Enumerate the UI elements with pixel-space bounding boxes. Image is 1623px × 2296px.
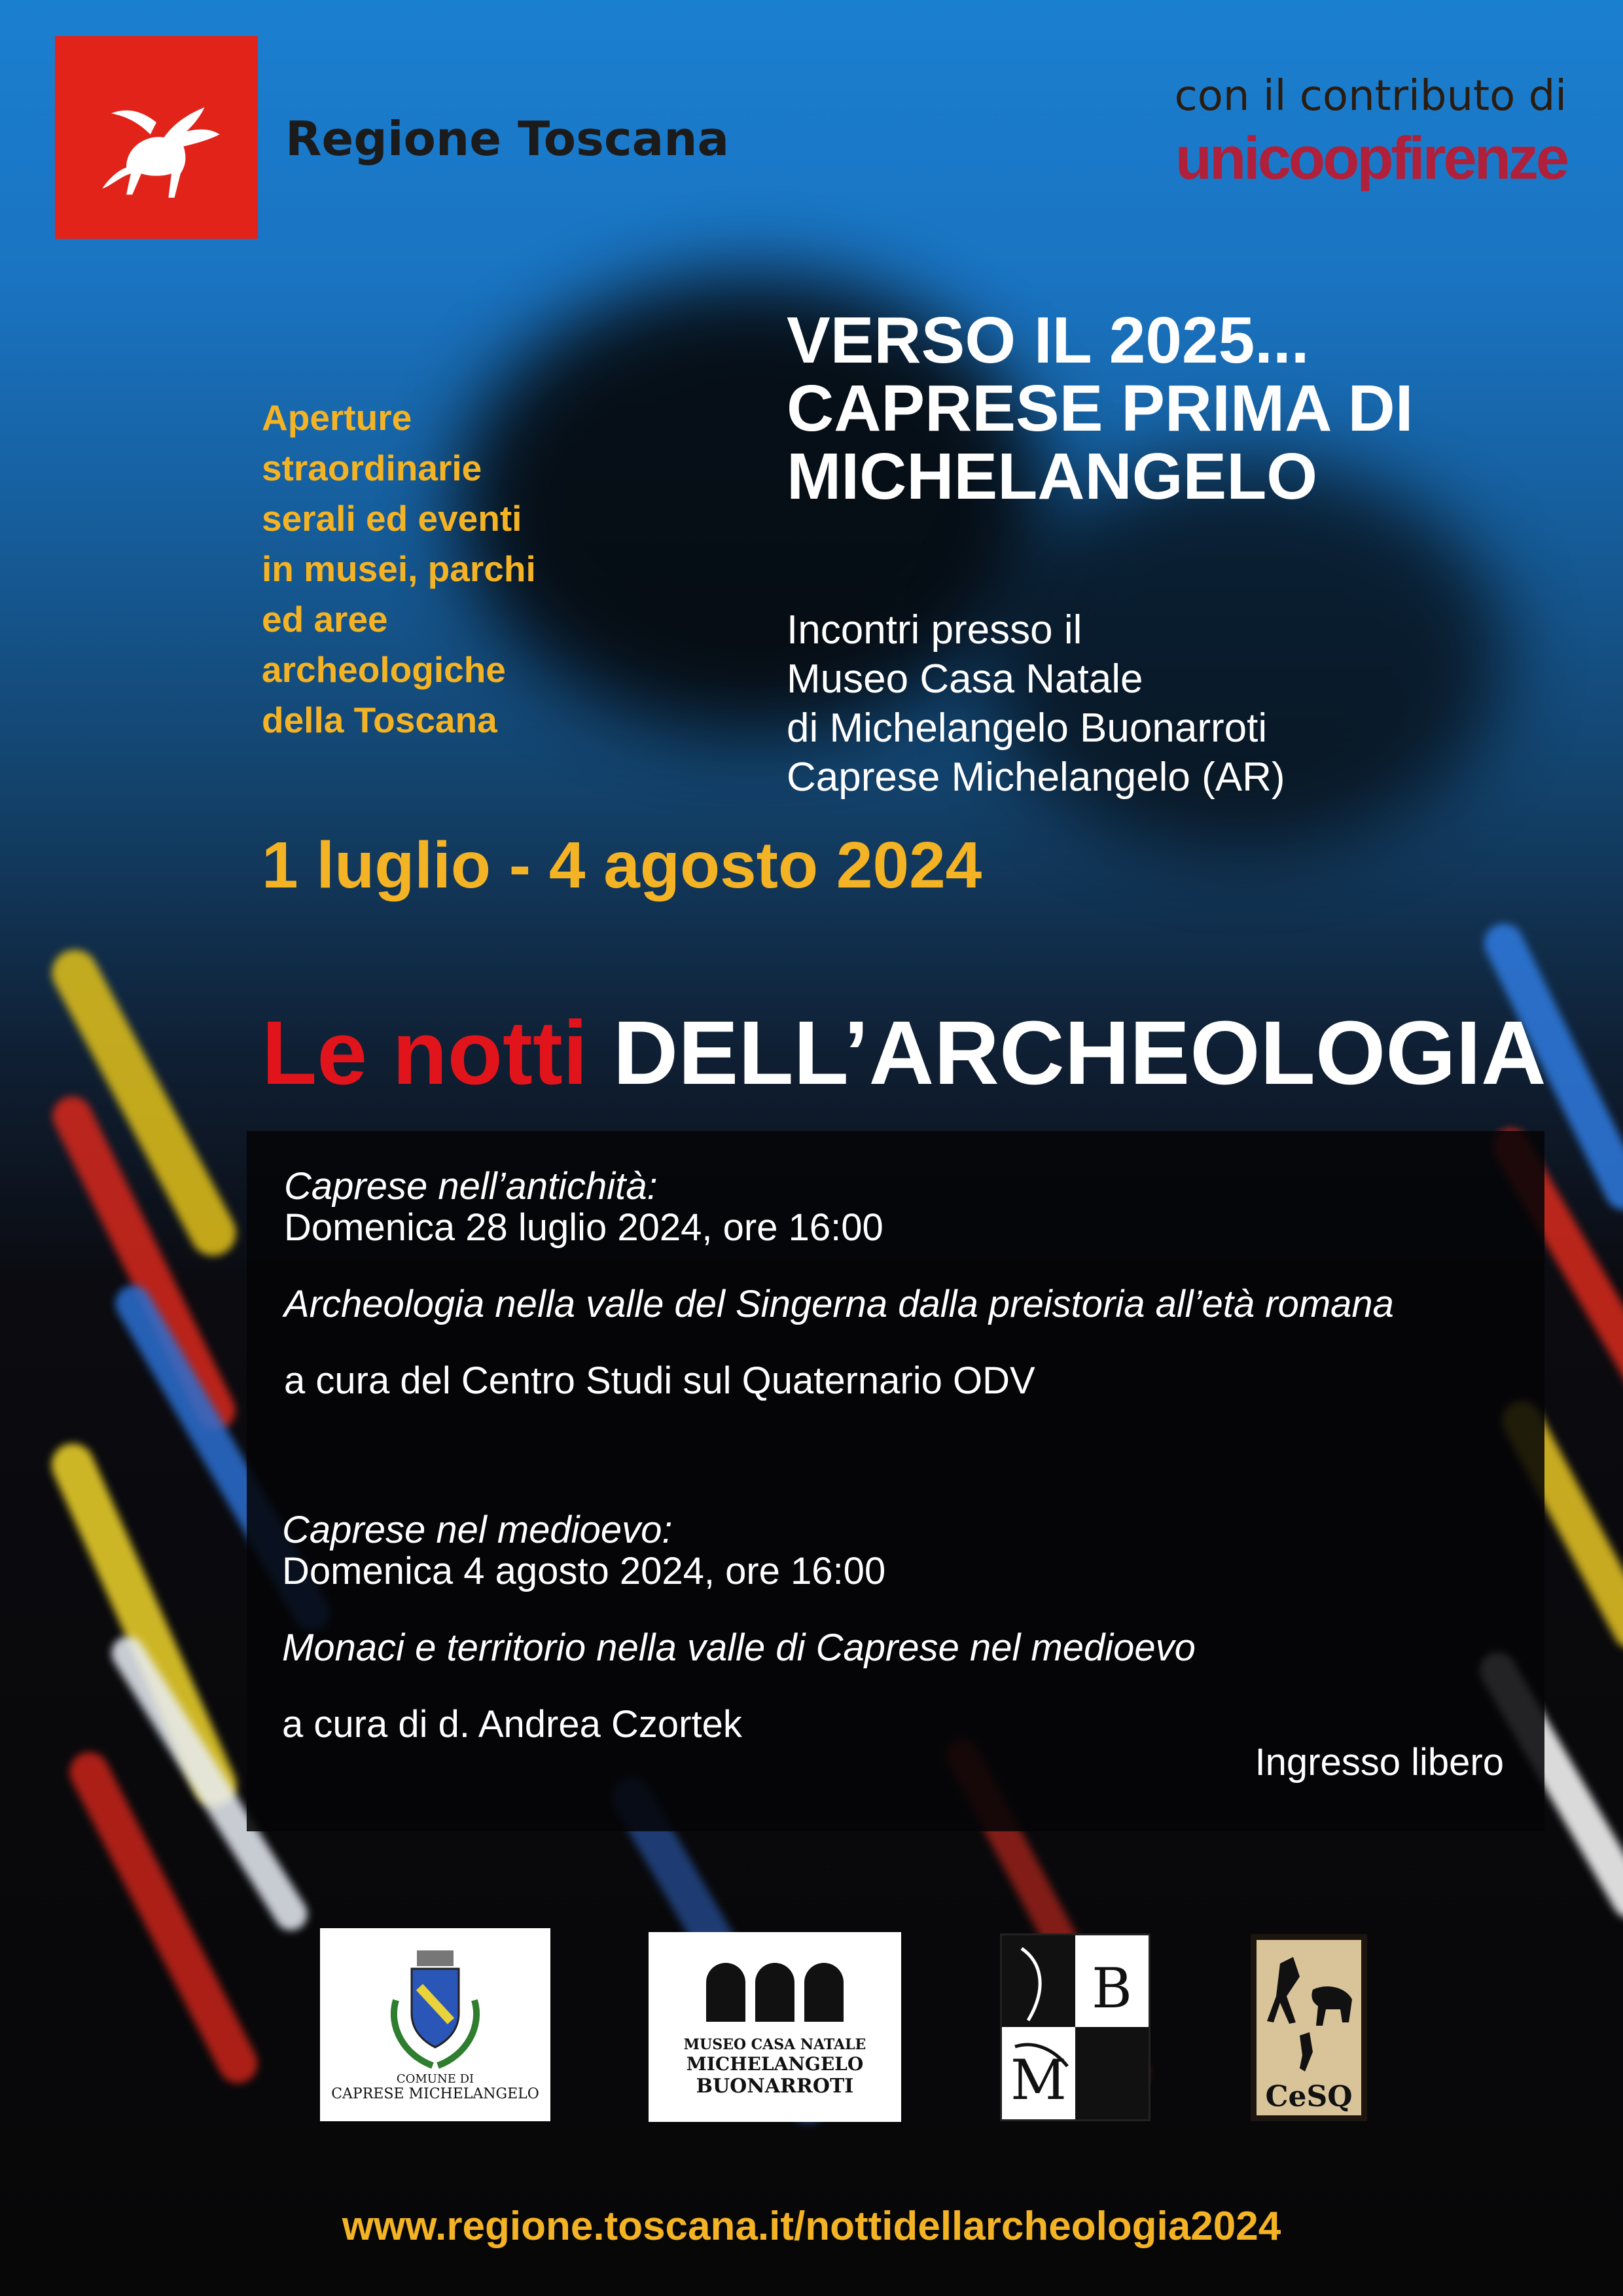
bm-logo [1000,1933,1150,2121]
title-line: VERSO IL 2025... [787,304,1310,377]
aperture-line: ed aree [262,599,388,639]
comune-label-2: CAPRESE MICHELANGELO [331,2085,539,2102]
aperture-line: straordinarie [262,448,482,488]
cave-painting-icon [1254,1937,1364,2118]
headline [262,1001,1546,1105]
bm-emblem-icon [1002,1935,1149,2119]
paint-streak [45,1437,243,1813]
bm-letter-m: M [1010,2048,1067,2112]
aperture-text [262,393,602,745]
cesq-label: CeSQ [1265,2080,1353,2113]
event-curator: a cura del Centro Studi sul Quaternario ODV [284,1359,1035,1402]
headline-part1: Le notti [262,1003,588,1103]
event-item [282,1511,1196,1746]
event-caption: Caprese nell’antichità: [284,1165,658,1208]
cesq-logo [1251,1934,1367,2121]
event-when: Domenica 28 luglio 2024, ore 16:00 [284,1206,883,1249]
aperture-line: archeologiche [262,649,506,690]
contrib-label: con il contributo di [1174,72,1567,120]
comune-logo [320,1928,550,2121]
pegasus-icon [81,62,232,213]
program-box [247,1131,1544,1831]
website-link[interactable]: www.regione.toscana.it/nottidellarcheologia2024 [342,2204,1281,2249]
headline-part2: DELL’ARCHEOLOGIA [613,1003,1546,1103]
event-topic: Archeologia nella valle del Singerna dalla preistoria all’età romana [284,1283,1394,1325]
event-topic: Monaci e territorio nella valle di Caprese nel medioevo [282,1626,1196,1669]
title-line: CAPRESE PRIMA DI [787,372,1414,445]
museo-label-2: MICHELANGELO [686,2053,864,2075]
aperture-line: Aperture [262,397,412,438]
event-curator: a cura di d. Andrea Czortek [282,1703,742,1746]
comune-label-1: COMUNE DI [396,2072,474,2086]
sponsor-logo: unicoopfirenze [1175,125,1567,192]
title-line: MICHELANGELO [787,440,1318,513]
event-item [284,1167,1394,1403]
event-caption: Caprese nel medioevo: [282,1509,673,1551]
region-name: Regione Toscana [285,111,730,166]
coat-of-arms-icon [370,1948,501,2072]
venue-line: Museo Casa Natale [787,656,1143,702]
venue-line: Incontri presso il [787,607,1082,653]
aperture-line: della Toscana [262,700,497,740]
venue-line: di Michelangelo Buonarroti [787,706,1268,751]
entry-note: Ingresso libero [1255,1741,1504,1784]
sponsor-block [1175,72,1567,193]
aperture-line: serali ed eventi [262,498,522,539]
bm-letter-b: B [1092,1956,1132,2020]
event-dates: 1 luglio - 4 agosto 2024 [262,829,982,902]
museo-label-1: MUSEO CASA NATALE [683,2036,866,2053]
venue-line: Caprese Michelangelo (AR) [787,755,1285,800]
venue-text [787,605,1539,802]
event-when: Domenica 4 agosto 2024, ore 16:00 [282,1550,886,1592]
regione-toscana-logo [55,36,258,239]
aperture-line: in musei, parchi [262,548,536,589]
arches-icon [700,1956,850,2022]
page-title [787,306,1539,511]
museo-logo [649,1932,901,2122]
museo-label-3: BUONARROTI [696,2075,854,2098]
